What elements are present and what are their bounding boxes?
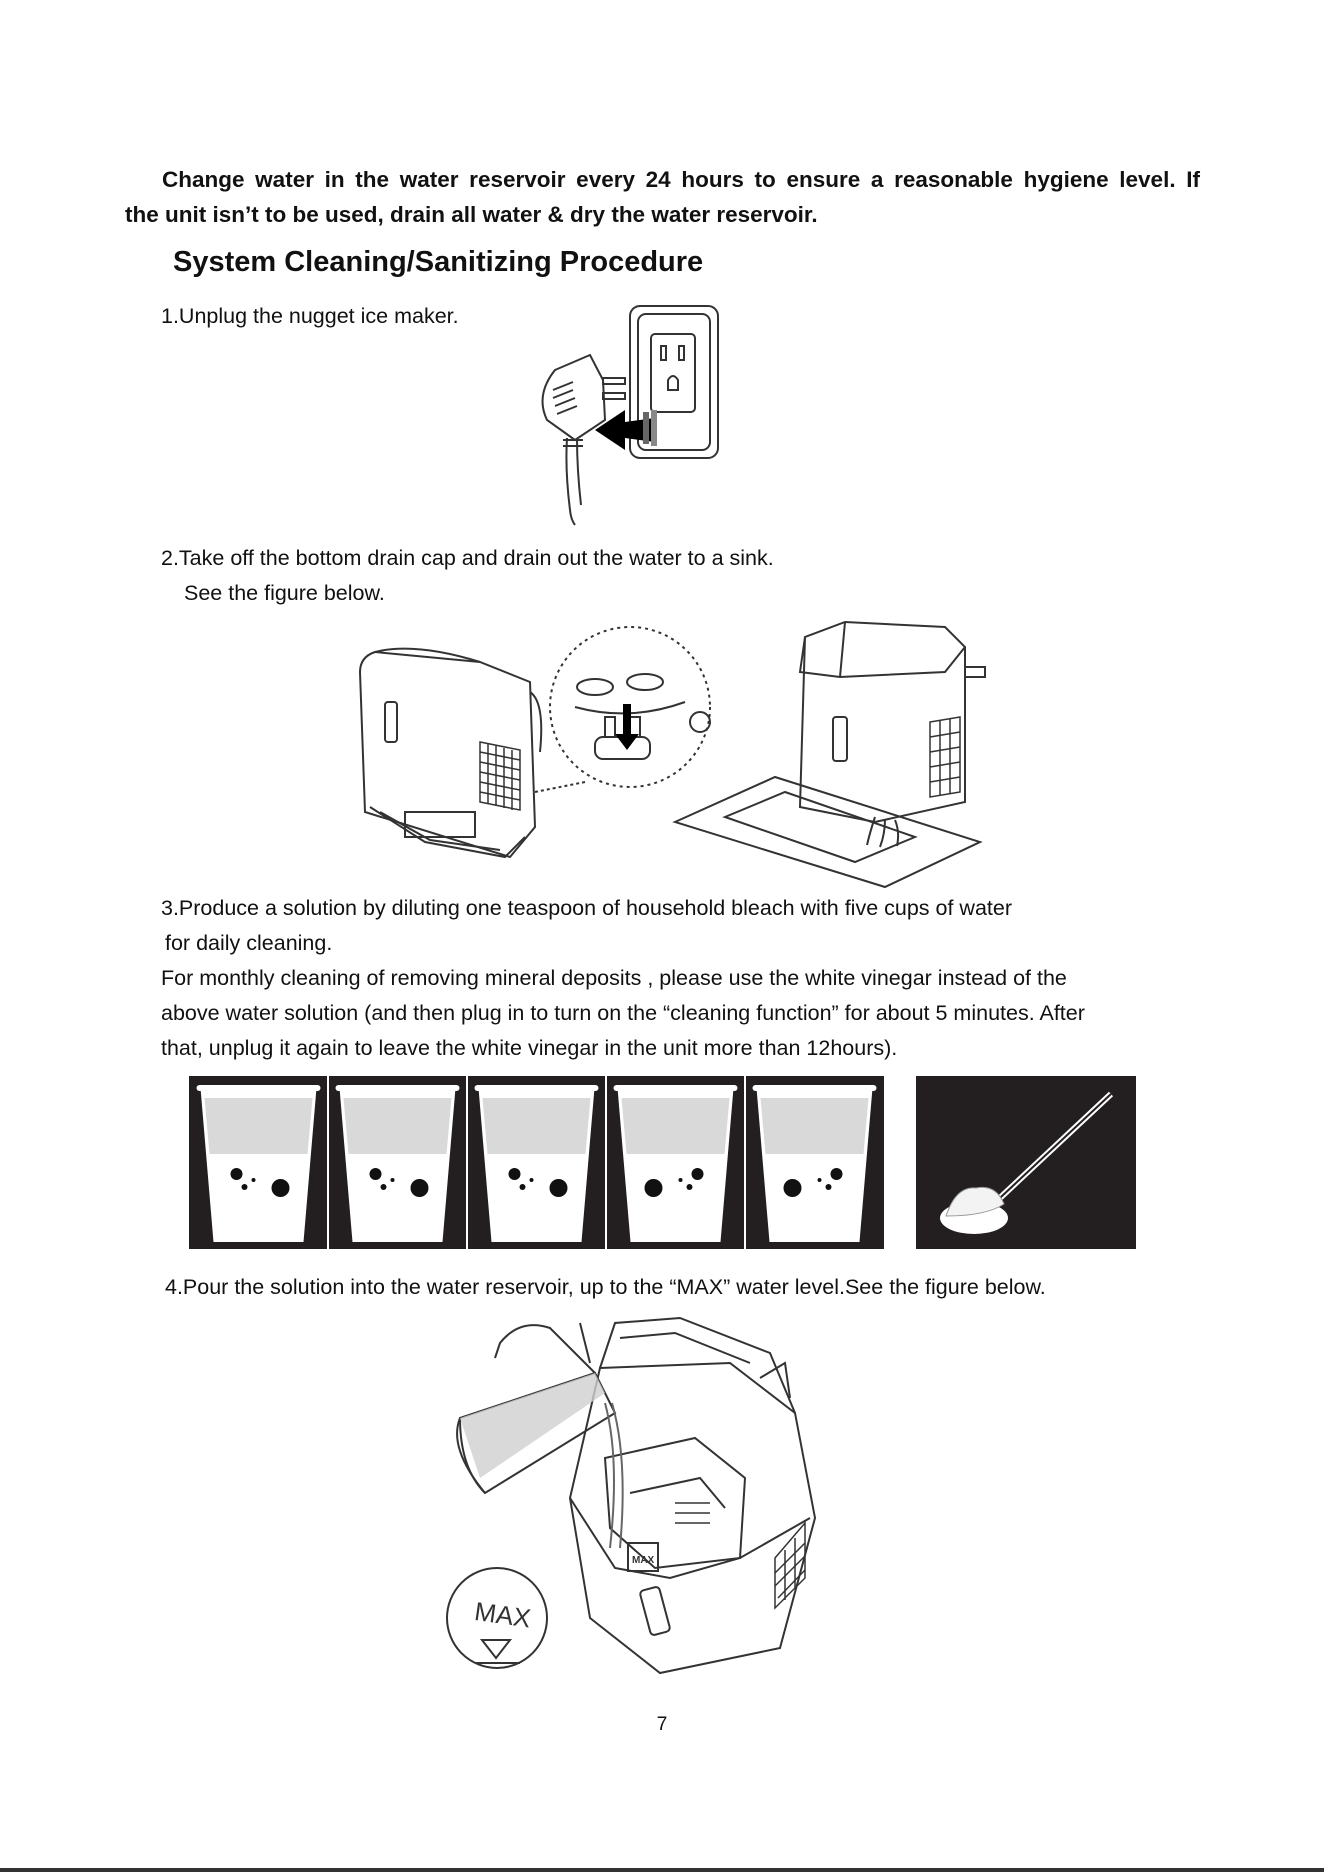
intro-paragraph — [125, 162, 1200, 232]
solution-figure — [189, 1076, 1136, 1249]
max-inner-label: MAX — [632, 1555, 655, 1566]
drain-cap-figure — [355, 612, 980, 887]
water-cup-icon — [197, 1085, 321, 1242]
step-3-line-1: 3.Produce a solution by diluting one teaspoon of household bleach with five cups of water — [161, 896, 1013, 920]
five-cups-panel — [189, 1076, 884, 1249]
step-2-subtext: See the figure below. — [184, 581, 385, 605]
intro-line-2: the unit isn’t to be used, drain all water & dry the water reservoir. — [125, 202, 818, 227]
max-callout-label: MAX — [472, 1595, 533, 1634]
step-2-text: 2.Take off the bottom drain cap and drain out the water to a sink. — [161, 546, 774, 570]
step-3-line-5: that, unplug it again to leave the white vinegar in the unit more than 12hours). — [161, 1036, 898, 1060]
bottom-edge-rule — [0, 1868, 1324, 1872]
step-4-text: 4.Pour the solution into the water reservoir, up to the “MAX” water level.See the figure below. — [165, 1275, 1046, 1299]
intro-line-1: Change water in the water reservoir every 24 hours to ensure a reasonable hygiene level. If — [162, 167, 1200, 192]
step-1-text: 1.Unplug the nugget ice maker. — [161, 304, 459, 328]
unplug-figure — [515, 300, 735, 525]
step-3-line-3: For monthly cleaning of removing mineral deposits , please use the white vinegar instead of the — [161, 966, 1067, 990]
step-3-line-2: for daily cleaning. — [165, 931, 333, 955]
step-3-line-4: above water solution (and then plug in to turn on the “cleaning function” for about 5 minutes. After — [161, 1001, 1085, 1025]
teaspoon-panel — [916, 1076, 1136, 1249]
pour-solution-figure — [440, 1318, 860, 1678]
section-title: System Cleaning/Sanitizing Procedure — [173, 246, 704, 278]
page-number: 7 — [656, 1714, 668, 1735]
